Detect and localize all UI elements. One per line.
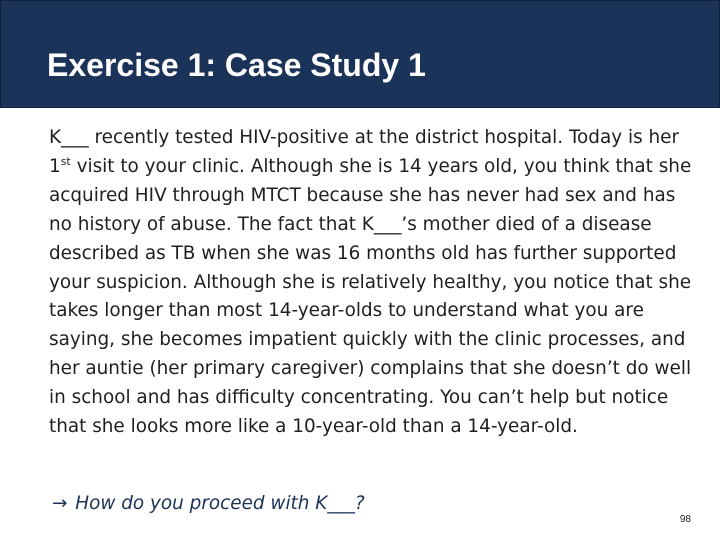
slide-title: Exercise 1: Case Study 1: [47, 47, 426, 83]
right-arrow-icon: →: [52, 493, 68, 514]
discussion-question: [52, 490, 365, 518]
title-bar: [0, 0, 720, 108]
case-study-paragraph: [49, 124, 699, 442]
ordinal-superscript: st: [60, 154, 71, 168]
paragraph-text-start: K___ recently tested HIV-positive at the district hospital. Today is her 1: [49, 127, 680, 177]
page-number: 98: [679, 514, 691, 525]
paragraph-text-end: visit to your clinic. Although she is 14 years old, you think that she acquired HIV through MTCT because she has never had sex and has no history of abuse. The fact that K___’s mother died of a disease described as TB when she was 16 months old has further supported your suspicion. Although she is relatively healthy, you notice that she takes longer than most 14-year-olds to understand what you are saying, she becomes impatient quickly with the clinic processes, and her auntie (her primary caregiver) complains that she doesn’t do well in school and has difficulty concentrating. You can’t help but notice that she looks more like a 10-year-old than a 14-year-old.: [49, 155, 692, 438]
question-text: How do you proceed with K___?: [75, 493, 365, 514]
